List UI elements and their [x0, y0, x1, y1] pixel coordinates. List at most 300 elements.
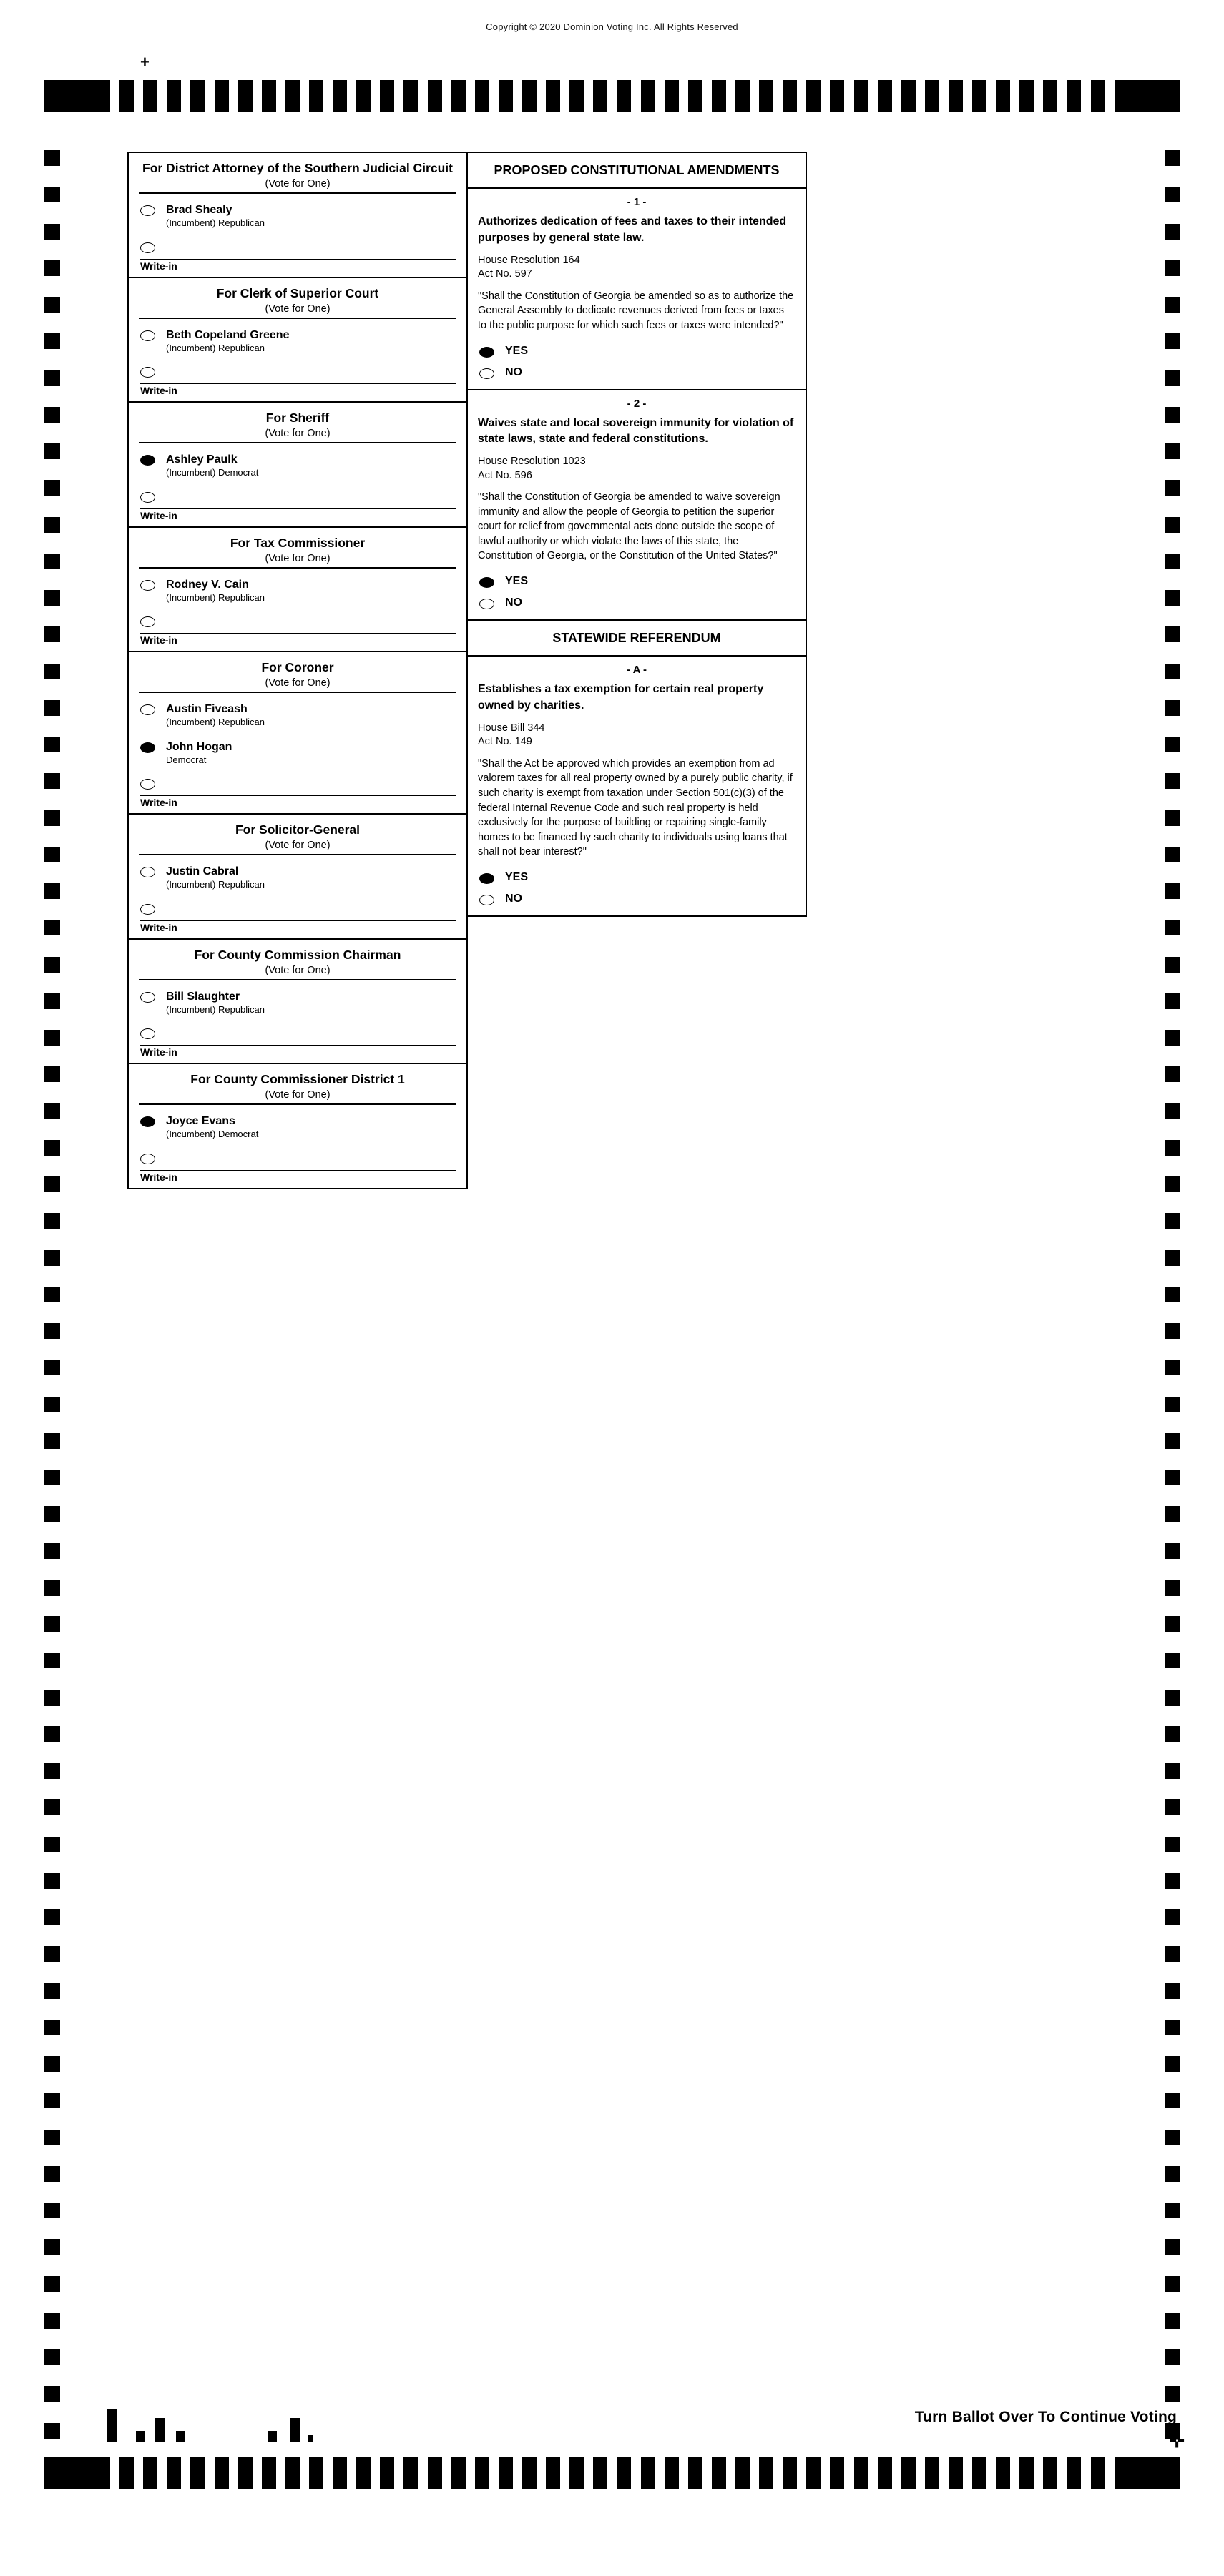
registration-plus-mark: +: [140, 53, 150, 71]
write-in-line[interactable]: [140, 905, 456, 921]
timing-mark: [44, 700, 60, 716]
contest-title: For County Commission Chairman: [194, 947, 401, 962]
timing-mark: [44, 1066, 60, 1082]
write-in-line[interactable]: [140, 617, 456, 634]
candidate-option[interactable]: [129, 696, 466, 733]
timing-mark: [44, 773, 60, 789]
candidate-option[interactable]: [129, 983, 466, 1021]
timing-mark: [44, 187, 60, 202]
vote-oval[interactable]: [140, 492, 155, 503]
timing-mark: [44, 2386, 60, 2402]
timing-mark: [356, 80, 371, 112]
contest-instruction: (Vote for One): [265, 677, 331, 689]
question-reference-line-1: House Bill 344: [478, 722, 545, 734]
timing-mark: [712, 2457, 726, 2489]
vote-oval[interactable]: [479, 599, 494, 609]
timing-mark: [569, 80, 584, 112]
timing-mark: [44, 590, 60, 606]
write-in-label: Write-in: [140, 385, 177, 397]
vote-oval[interactable]: [140, 242, 155, 253]
contest-instruction: (Vote for One): [265, 428, 331, 440]
contest-instruction: (Vote for One): [265, 1089, 331, 1101]
timing-mark: [617, 80, 631, 112]
timing-mark: [44, 1360, 60, 1375]
contest-column-left: [127, 152, 468, 1189]
timing-mark: [1165, 2349, 1180, 2365]
timing-mark: [1165, 1909, 1180, 1925]
timing-mark: [499, 2457, 513, 2489]
write-in-option[interactable]: [129, 484, 466, 526]
question-reference-line-2: Act No. 597: [478, 268, 532, 280]
timing-mark: [830, 2457, 844, 2489]
vote-oval[interactable]: [140, 992, 155, 1003]
timing-mark: [925, 2457, 939, 2489]
question-reference: [468, 455, 806, 490]
timing-mark: [44, 664, 60, 679]
timing-mark: [1165, 224, 1180, 240]
timing-mark: [665, 2457, 679, 2489]
timing-mark: [44, 993, 60, 1009]
write-in-label: Write-in: [140, 509, 177, 521]
timing-mark: [44, 2130, 60, 2145]
vote-oval[interactable]: [140, 367, 155, 378]
write-in-line[interactable]: [140, 1154, 456, 1171]
vote-oval[interactable]: [140, 205, 155, 216]
timing-mark: [44, 1946, 60, 1962]
question-option[interactable]: [468, 592, 806, 614]
write-in-option[interactable]: [129, 1021, 466, 1063]
timing-mark: [1165, 590, 1180, 606]
timing-mark: [1165, 810, 1180, 826]
question-option[interactable]: [468, 867, 806, 888]
timing-mark: [854, 80, 868, 112]
contest-instruction: (Vote for One): [265, 840, 331, 852]
question-option[interactable]: [468, 362, 806, 383]
timing-mark: [44, 333, 60, 349]
timing-mark: [641, 2457, 655, 2489]
timing-mark: [735, 2457, 750, 2489]
timing-mark: [1165, 1213, 1180, 1229]
vote-oval-filled[interactable]: [140, 742, 155, 753]
timing-mark: [522, 80, 537, 112]
timing-mark: [215, 2457, 229, 2489]
timing-mark: [44, 2423, 60, 2439]
question-option[interactable]: [468, 340, 806, 362]
timing-mark: [44, 2239, 60, 2255]
timing-mark: [44, 443, 60, 459]
write-in-line[interactable]: [140, 368, 456, 384]
timing-mark: [44, 1213, 60, 1229]
turn-ballot-over-text: Turn Ballot Over To Continue Voting: [914, 2409, 1177, 2425]
timing-mark: [356, 2457, 371, 2489]
ballot-id-mark: [136, 2431, 145, 2442]
contest: [129, 528, 466, 653]
candidate-option[interactable]: [129, 571, 466, 609]
timing-mark: [475, 80, 489, 112]
timing-mark: [44, 2349, 60, 2365]
timing-mark: [44, 1799, 60, 1815]
timing-mark: [428, 2457, 442, 2489]
contest-divider: [139, 1103, 456, 1105]
contest-header: [129, 278, 466, 322]
timing-mark: [44, 297, 60, 313]
write-in-label: Write-in: [140, 634, 177, 647]
timing-mark: [1165, 1066, 1180, 1082]
contest-title: For County Commissioner District 1: [190, 1072, 405, 1087]
timing-mark: [806, 80, 821, 112]
timing-mark: [44, 1690, 60, 1706]
timing-mark: [1165, 2276, 1180, 2292]
question-number: - A -: [626, 664, 647, 677]
timing-mark: [1165, 1397, 1180, 1412]
ballot-question: [468, 390, 806, 621]
timing-mark: [380, 2457, 394, 2489]
timing-mark: [688, 80, 702, 112]
timing-mark: [44, 1323, 60, 1339]
contest-divider: [139, 567, 456, 569]
question-options: [468, 571, 806, 619]
timing-mark: [44, 517, 60, 533]
timing-mark: [1165, 1946, 1180, 1962]
timing-mark: [1165, 370, 1180, 386]
timing-mark: [1165, 664, 1180, 679]
timing-mark: [1165, 480, 1180, 496]
vote-oval-filled[interactable]: [140, 455, 155, 466]
question-option-label: YES: [505, 575, 529, 588]
timing-mark: [44, 554, 60, 569]
write-in-line[interactable]: [140, 1029, 456, 1046]
contest: [129, 1064, 466, 1188]
timing-mark: [44, 2276, 60, 2292]
question-options: [468, 340, 806, 389]
vote-oval[interactable]: [140, 904, 155, 915]
timing-mark: [1165, 554, 1180, 569]
vote-oval[interactable]: [140, 1154, 155, 1164]
contest: [129, 652, 466, 815]
vote-oval[interactable]: [140, 779, 155, 790]
timing-mark: [44, 1726, 60, 1742]
timing-mark: [1115, 80, 1180, 112]
timing-mark: [1165, 920, 1180, 935]
timing-mark: [1115, 2457, 1180, 2489]
timing-mark: [972, 2457, 986, 2489]
crosshair-icon: ✛: [1169, 2430, 1185, 2452]
question-reference-line-2: Act No. 149: [478, 736, 532, 748]
timing-mark: [499, 80, 513, 112]
timing-mark: [44, 1580, 60, 1596]
candidate-party: (Incumbent) Democrat: [166, 467, 259, 478]
timing-mark: [44, 480, 60, 496]
candidate-option[interactable]: [129, 858, 466, 895]
timing-mark: [1165, 1470, 1180, 1485]
referendum-header-block: [468, 621, 806, 657]
timing-mark: [44, 1433, 60, 1449]
timing-mark: [403, 2457, 418, 2489]
timing-mark: [1165, 773, 1180, 789]
timing-mark: [1043, 80, 1057, 112]
candidate-name: John Hogan: [166, 740, 232, 753]
write-in-option[interactable]: [129, 609, 466, 651]
timing-mark: [451, 2457, 466, 2489]
timing-mark: [44, 260, 60, 276]
timing-mark: [44, 1763, 60, 1779]
timing-mark: [1165, 1287, 1180, 1302]
timing-mark: [1165, 1726, 1180, 1742]
ballot-id-marks: [107, 2399, 465, 2442]
contest-divider: [139, 318, 456, 319]
timing-mark: [1165, 187, 1180, 202]
timing-mark: [925, 80, 939, 112]
timing-mark: [783, 80, 797, 112]
timing-mark: [1165, 1030, 1180, 1046]
timing-mark: [1165, 1873, 1180, 1889]
timing-mark: [44, 1103, 60, 1119]
candidate-name: Beth Copeland Greene: [166, 328, 290, 341]
vote-oval[interactable]: [479, 368, 494, 379]
vote-oval-filled[interactable]: [140, 1116, 155, 1127]
timing-mark: [285, 80, 300, 112]
timing-mark: [44, 1397, 60, 1412]
candidate-name: Justin Cabral: [166, 865, 239, 878]
timing-mark: [1165, 1763, 1180, 1779]
timing-mark: [878, 2457, 892, 2489]
contest-divider: [139, 979, 456, 980]
candidate-name: Rodney V. Cain: [166, 578, 249, 591]
write-in-line[interactable]: [140, 243, 456, 260]
timing-mark: [1165, 883, 1180, 899]
question-reference-line-2: Act No. 596: [478, 469, 532, 481]
timing-mark: [44, 1250, 60, 1266]
timing-mark: [1165, 1983, 1180, 1999]
timing-mark: [44, 370, 60, 386]
timing-mark: [806, 2457, 821, 2489]
timing-mark: [1165, 333, 1180, 349]
copyright-notice: Copyright © 2020 Dominion Voting Inc. All Rights Reserved: [486, 21, 738, 32]
write-in-option[interactable]: [129, 1146, 466, 1188]
question-summary: Establishes a tax exemption for certain real property owned by charities.: [478, 683, 764, 712]
timing-mark: [44, 1909, 60, 1925]
ballot-id-mark: [308, 2435, 313, 2442]
contest-divider: [139, 854, 456, 855]
candidate-option[interactable]: [129, 322, 466, 359]
timing-mark: [309, 80, 323, 112]
timing-mark: [665, 80, 679, 112]
candidate-option[interactable]: [129, 1108, 466, 1145]
question-reference: [468, 722, 806, 757]
timing-mark: [1043, 2457, 1057, 2489]
timing-mark: [688, 2457, 702, 2489]
contest-header: [129, 940, 466, 983]
timing-mark: [238, 80, 253, 112]
timing-mark: [1165, 626, 1180, 642]
timing-mark: [735, 80, 750, 112]
timing-mark: [380, 80, 394, 112]
timing-mark: [1165, 1176, 1180, 1192]
timing-mark: [44, 626, 60, 642]
ballot-id-mark: [290, 2418, 300, 2442]
timing-mark: [44, 2093, 60, 2108]
timing-mark: [44, 1873, 60, 1889]
vote-oval[interactable]: [140, 580, 155, 591]
write-in-label: Write-in: [140, 797, 177, 809]
timing-mark: [949, 80, 963, 112]
timing-mark: [1165, 1250, 1180, 1266]
contest-title: For Tax Commissioner: [230, 535, 366, 550]
timing-mark: [1165, 957, 1180, 973]
timing-mark: [1019, 80, 1034, 112]
timing-mark: [1165, 1360, 1180, 1375]
timing-mark: [44, 2457, 110, 2489]
contest: [129, 153, 466, 278]
timing-mark: [546, 2457, 560, 2489]
vote-oval[interactable]: [140, 704, 155, 715]
question-text: "Shall the Act be approved which provides an exemption from ad valorem taxes for all real property owned by a purely public charity, if such charity is exempt from taxation under Section 501(c)(3) of the federal Internal Revenue Code and such real property is held exclusively for the purpose of building or repairing single-family homes to be financed by such charity to individuals using loans that shall not bear interest?": [478, 757, 793, 858]
timing-mark: [1165, 1837, 1180, 1852]
timing-mark: [1165, 993, 1180, 1009]
timing-mark: [44, 1140, 60, 1156]
timing-mark: [1165, 2313, 1180, 2329]
timing-mark: [830, 80, 844, 112]
write-in-option[interactable]: [129, 235, 466, 277]
timing-mark: [949, 2457, 963, 2489]
question-summary: Authorizes dedication of fees and taxes to their intended purposes by general state law.: [478, 215, 787, 245]
timing-mark: [44, 1616, 60, 1632]
contest-header: [129, 652, 466, 696]
timing-mark: [44, 883, 60, 899]
ballot-question: [468, 657, 806, 915]
timing-mark: [1165, 1323, 1180, 1339]
timing-mark: [1165, 517, 1180, 533]
timing-marks-left: [44, 150, 60, 2439]
timing-mark: [44, 1543, 60, 1559]
write-in-option[interactable]: [129, 359, 466, 401]
timing-mark: [44, 2166, 60, 2182]
timing-mark: [996, 80, 1010, 112]
contest-header: [129, 403, 466, 446]
timing-mark: [1165, 700, 1180, 716]
timing-mark: [44, 224, 60, 240]
contest-title: For Clerk of Superior Court: [216, 285, 379, 300]
candidate-name: Austin Fiveash: [166, 703, 248, 716]
timing-mark: [1165, 1653, 1180, 1668]
write-in-option[interactable]: [129, 896, 466, 938]
candidate-party: (Incumbent) Republican: [166, 879, 265, 890]
timing-mark: [593, 2457, 607, 2489]
timing-mark: [1165, 2203, 1180, 2218]
timing-mark: [285, 2457, 300, 2489]
timing-mark: [1165, 1580, 1180, 1596]
timing-mark: [44, 810, 60, 826]
timing-mark: [1165, 2093, 1180, 2108]
timing-mark: [1165, 443, 1180, 459]
candidate-name: Bill Slaughter: [166, 990, 240, 1003]
timing-mark: [215, 80, 229, 112]
write-in-label: Write-in: [140, 1171, 177, 1183]
timing-mark: [44, 2020, 60, 2035]
timing-mark: [44, 80, 110, 112]
vote-oval[interactable]: [479, 895, 494, 905]
contest-instruction: (Vote for One): [265, 964, 331, 976]
write-in-option[interactable]: [129, 771, 466, 813]
vote-oval-filled[interactable]: [479, 873, 494, 884]
question-reference: [468, 254, 806, 289]
vote-oval[interactable]: [140, 867, 155, 877]
timing-mark: [190, 2457, 205, 2489]
candidate-option[interactable]: [129, 734, 466, 771]
timing-mark: [522, 2457, 537, 2489]
candidate-name: Brad Shealy: [166, 204, 232, 217]
timing-mark: [44, 737, 60, 752]
vote-oval-filled[interactable]: [479, 577, 494, 588]
contest-title: For District Attorney of the Southern Judicial Circuit: [142, 161, 453, 175]
question-column-right: [466, 152, 807, 917]
timing-mark: [44, 1653, 60, 1668]
timing-mark: [44, 150, 60, 166]
vote-oval-filled[interactable]: [479, 347, 494, 358]
timing-mark: [878, 80, 892, 112]
question-reference-line-1: House Resolution 1023: [478, 456, 586, 468]
timing-mark: [262, 2457, 276, 2489]
question-number: - 1 -: [627, 196, 647, 209]
contest-divider: [139, 692, 456, 693]
timing-mark: [569, 2457, 584, 2489]
timing-mark: [759, 80, 773, 112]
contest: [129, 815, 466, 940]
candidate-option[interactable]: [129, 197, 466, 234]
timing-mark: [1165, 847, 1180, 862]
timing-mark: [44, 1287, 60, 1302]
question-option[interactable]: [468, 888, 806, 910]
timing-mark: [712, 80, 726, 112]
timing-mark: [1165, 737, 1180, 752]
timing-mark: [1165, 1616, 1180, 1632]
timing-mark: [403, 80, 418, 112]
contest-title: For Coroner: [261, 660, 334, 675]
write-in-line[interactable]: [140, 493, 456, 509]
timing-mark: [1165, 1103, 1180, 1119]
question-text: "Shall the Constitution of Georgia be amended to waive sovereign immunity and allow the people of Georgia to petition the superior court for relief from governmental acts done outside the scope of lawful authority or which violate the laws of this state, the Constitution of Georgia, or the Constitution of the United States?": [478, 491, 780, 562]
timing-mark: [996, 2457, 1010, 2489]
timing-mark: [1165, 2166, 1180, 2182]
question-option-label: YES: [505, 870, 529, 883]
timing-mark: [44, 847, 60, 862]
question-options: [468, 867, 806, 915]
question-number: - 2 -: [627, 397, 647, 410]
timing-mark: [1019, 2457, 1034, 2489]
question-option[interactable]: [468, 571, 806, 592]
timing-mark: [44, 1983, 60, 1999]
timing-mark: [546, 80, 560, 112]
question-option-label: NO: [505, 365, 522, 378]
vote-oval[interactable]: [140, 330, 155, 341]
ballot-question: [468, 189, 806, 390]
timing-mark: [1165, 2020, 1180, 2035]
candidate-option[interactable]: [129, 446, 466, 483]
timing-mark: [972, 80, 986, 112]
timing-mark: [1165, 2056, 1180, 2072]
candidate-name: Ashley Paulk: [166, 453, 238, 466]
write-in-line[interactable]: [140, 780, 456, 796]
contest: [129, 278, 466, 403]
timing-mark: [428, 80, 442, 112]
candidate-name: Joyce Evans: [166, 1115, 235, 1128]
write-in-label: Write-in: [140, 921, 177, 933]
timing-mark: [44, 1506, 60, 1522]
contest-title: For Sheriff: [265, 411, 330, 426]
timing-marks-top: [44, 80, 1180, 112]
timing-mark: [1165, 260, 1180, 276]
candidate-party: (Incumbent) Republican: [166, 217, 265, 229]
